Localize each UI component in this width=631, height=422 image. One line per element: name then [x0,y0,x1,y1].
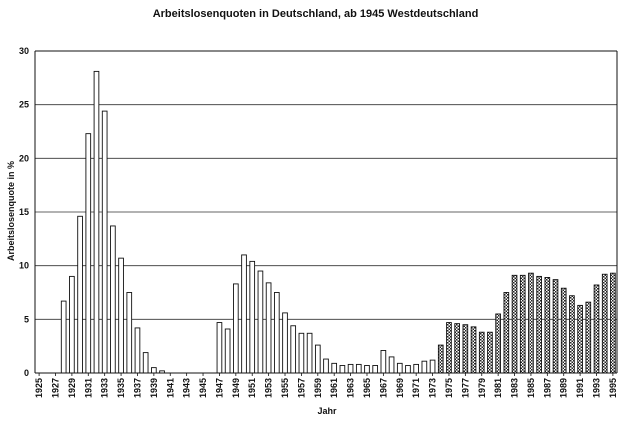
x-tick-label: 1985 [525,378,536,399]
bar-1993 [594,285,599,373]
bar-1933 [102,111,107,373]
x-tick-label: 1967 [378,378,389,399]
bar-1949 [233,284,238,373]
x-tick-label: 1947 [214,378,225,399]
x-tick-label: 1939 [148,378,159,399]
bar-1976 [455,324,460,373]
bar-1954 [274,293,279,374]
bar-1960 [324,359,329,373]
x-axis-label: Jahr [317,406,337,416]
x-tick-label: 1935 [116,378,127,399]
x-tick-label: 1983 [509,378,520,399]
x-tick-labels [34,373,618,398]
x-tick-label: 1991 [575,378,586,399]
bar-1939 [151,368,156,373]
x-tick-label: 1957 [296,378,307,399]
x-tick-label: 1993 [591,378,602,399]
bar-1965 [365,365,370,373]
x-tick-label: 1945 [198,378,209,399]
y-tick-label: 30 [18,46,29,56]
bar-1930 [78,216,83,373]
x-tick-label: 1989 [558,378,569,399]
bar-1953 [266,283,271,373]
bar-1937 [135,328,140,373]
bar-1959 [315,345,320,373]
bar-1990 [570,296,575,373]
bar-1961 [332,363,337,373]
bar-1957 [299,333,304,373]
bar-1956 [291,326,296,373]
x-tick-label: 1931 [83,378,94,399]
x-tick-label: 1949 [230,378,241,399]
x-tick-label: 1973 [427,378,438,399]
bar-1968 [389,357,394,373]
bar-1934 [111,226,116,373]
y-tick-labels [19,46,29,378]
bar-1938 [143,353,148,373]
x-tick-label: 1963 [345,378,356,399]
y-tick-label: 25 [18,99,29,110]
x-tick-label: 1937 [132,378,143,399]
x-tick-label: 1941 [165,378,176,399]
y-tick-label: 5 [23,314,29,325]
y-tick-label: 10 [18,260,29,271]
bar-1977 [463,325,468,373]
bar-1987 [545,277,550,373]
y-tick-label: 20 [18,153,29,164]
bar-1991 [578,305,583,373]
bar-1980 [488,332,493,373]
bar-1978 [471,327,476,373]
bar-1962 [340,365,345,373]
bar-1986 [537,276,542,373]
bar-1935 [119,258,124,373]
bar-1958 [307,333,312,373]
bar-1932 [94,71,99,373]
x-tick-label: 1979 [476,378,487,399]
x-tick-label: 1969 [394,378,405,399]
bar-1971 [414,364,419,373]
bar-1994 [602,274,607,373]
bar-1973 [430,360,435,373]
x-tick-label: 1971 [411,378,422,399]
y-axis-label: Arbeitslosenquote in % [6,160,16,262]
bar-1969 [397,363,402,373]
bar-1995 [611,273,616,373]
chart-title: Arbeitslosenquoten in Deutschland, ab 1945 Westdeutschland [152,8,479,20]
bar-1931 [86,134,91,373]
x-tick-label: 1959 [312,378,323,399]
bar-1984 [520,275,525,373]
bar-1979 [479,332,484,373]
bar-1963 [348,364,353,373]
x-tick-label: 1933 [99,378,110,399]
bar-1985 [529,273,534,373]
x-tick-label: 1955 [280,378,291,399]
bar-1974 [438,345,443,373]
bar-1951 [250,261,255,373]
bar-1981 [496,314,501,373]
bar-1929 [70,276,75,373]
x-tick-label: 1927 [50,378,61,399]
bar-1989 [561,288,566,373]
bar-1966 [373,365,378,373]
bar-1955 [283,313,288,373]
bar-1975 [447,323,452,373]
bar-1982 [504,293,509,374]
bars [61,71,615,373]
x-tick-label: 1929 [66,378,77,399]
x-tick-label: 1987 [542,378,553,399]
x-tick-label: 1965 [361,378,372,399]
x-tick-label: 1961 [329,378,340,399]
bar-1970 [406,365,411,373]
bar-1928 [61,301,66,373]
y-tick-label: 0 [23,368,29,378]
bar-1967 [381,350,386,373]
x-tick-label: 1951 [247,378,258,399]
bar-1950 [242,255,247,373]
bar-1948 [225,329,230,373]
bar-1988 [553,280,558,373]
bar-1972 [422,361,427,373]
bar-1964 [356,364,361,373]
x-tick-label: 1975 [443,378,454,399]
x-tick-label: 1977 [460,378,471,399]
bar-1952 [258,271,263,373]
bar-1947 [217,323,222,373]
x-tick-label: 1943 [181,378,192,399]
x-tick-label: 1981 [493,378,504,399]
x-tick-label: 1953 [263,378,274,399]
bar-1983 [512,275,517,373]
x-tick-label: 1995 [607,378,618,399]
x-tick-label: 1925 [34,378,45,399]
y-tick-label: 15 [18,207,29,217]
bar-1992 [586,302,591,373]
bar-1936 [127,293,132,374]
